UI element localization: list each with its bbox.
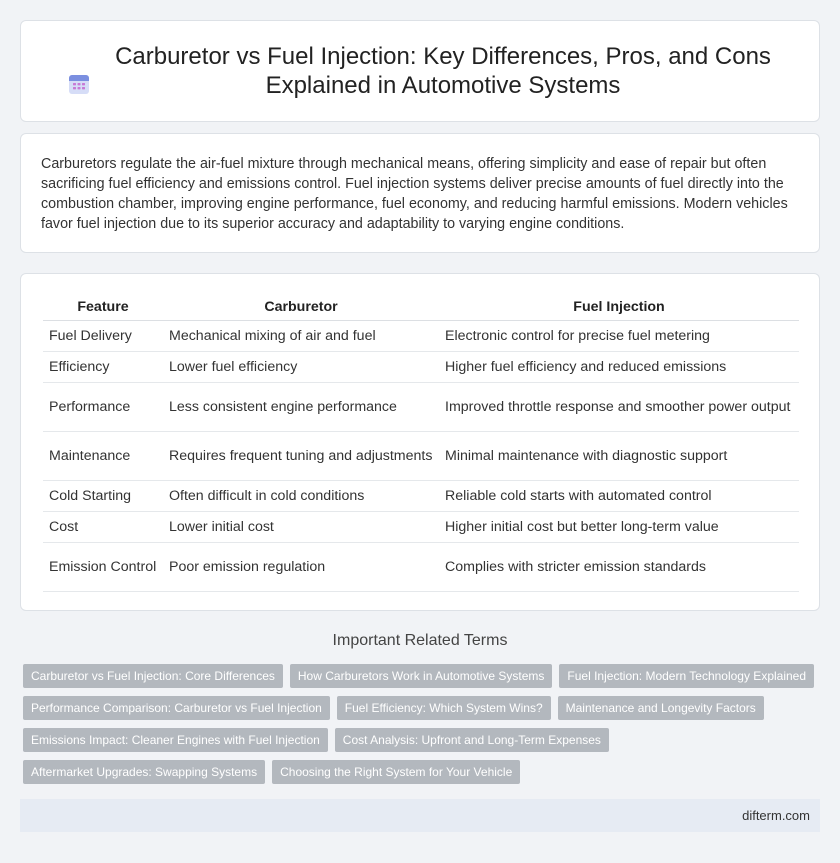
related-term-tag[interactable]: Cost Analysis: Upfront and Long-Term Expenses <box>335 728 609 752</box>
cell-carburetor: Poor emission regulation <box>163 542 439 591</box>
table-row <box>43 320 799 351</box>
cell-fuel-injection: Minimal maintenance with diagnostic support <box>439 431 799 480</box>
header-card <box>20 20 820 122</box>
table-row <box>43 431 799 480</box>
header-fuel-injection: Fuel Injection <box>439 294 799 320</box>
related-term-tag[interactable]: Fuel Injection: Modern Technology Explained <box>559 664 814 688</box>
cell-feature: Efficiency <box>43 351 163 382</box>
cell-carburetor: Mechanical mixing of air and fuel <box>163 320 439 351</box>
cell-carburetor: Less consistent engine performance <box>163 382 439 431</box>
summary-card <box>20 133 820 253</box>
cell-feature: Cold Starting <box>43 480 163 511</box>
footer <box>20 799 820 832</box>
related-term-tag[interactable]: Carburetor vs Fuel Injection: Core Differences <box>23 664 283 688</box>
related-term-tag[interactable]: Fuel Efficiency: Which System Wins? <box>337 696 551 720</box>
summary-text: Carburetors regulate the air-fuel mixture through mechanical means, offering simplicity and ease of repair but often sacrificing fuel efficiency and emissions control. Fuel injection systems deliver precise amounts of fuel directly into the combustion chamber, improving engine performance, fuel economy, and reducing harmful emissions. Modern vehicles favor fuel injection due to its superior accuracy and adaptability to varying engine conditions. <box>41 156 788 232</box>
related-terms-list <box>23 664 823 792</box>
comparison-table-card <box>20 273 820 611</box>
cell-fuel-injection: Higher initial cost but better long-term value <box>439 511 799 542</box>
table-row <box>43 382 799 431</box>
table-header-row <box>43 294 799 320</box>
related-term-tag[interactable]: Choosing the Right System for Your Vehicle <box>272 760 520 784</box>
cell-fuel-injection: Reliable cold starts with automated control <box>439 480 799 511</box>
related-term-tag[interactable]: Aftermarket Upgrades: Swapping Systems <box>23 760 265 784</box>
comparison-table <box>43 294 799 592</box>
cell-fuel-injection: Improved throttle response and smoother power output <box>439 382 799 431</box>
related-term-tag[interactable]: How Carburetors Work in Automotive Systems <box>290 664 553 688</box>
header-carburetor: Carburetor <box>163 294 439 320</box>
cell-fuel-injection: Electronic control for precise fuel metering <box>439 320 799 351</box>
cell-feature: Performance <box>43 382 163 431</box>
cell-feature: Emission Control <box>43 542 163 591</box>
cell-carburetor: Lower initial cost <box>163 511 439 542</box>
cell-fuel-injection: Complies with stricter emission standards <box>439 542 799 591</box>
table-row <box>43 480 799 511</box>
calendar-icon <box>67 72 91 96</box>
cell-carburetor: Often difficult in cold conditions <box>163 480 439 511</box>
table-row <box>43 351 799 382</box>
table-row <box>43 542 799 591</box>
footer-site-link[interactable]: difterm.com <box>742 808 810 823</box>
cell-fuel-injection: Higher fuel efficiency and reduced emissions <box>439 351 799 382</box>
page-title: Carburetor vs Fuel Injection: Key Differences, Pros, and Cons Explained in Automotive Systems <box>115 43 771 99</box>
related-term-tag[interactable]: Maintenance and Longevity Factors <box>558 696 764 720</box>
related-term-tag[interactable]: Emissions Impact: Cleaner Engines with Fuel Injection <box>23 728 328 752</box>
header-feature: Feature <box>43 294 163 320</box>
cell-carburetor: Requires frequent tuning and adjustments <box>163 431 439 480</box>
cell-carburetor: Lower fuel efficiency <box>163 351 439 382</box>
cell-feature: Maintenance <box>43 431 163 480</box>
table-row <box>43 511 799 542</box>
cell-feature: Fuel Delivery <box>43 320 163 351</box>
cell-feature: Cost <box>43 511 163 542</box>
related-term-tag[interactable]: Performance Comparison: Carburetor vs Fuel Injection <box>23 696 330 720</box>
related-terms-title: Important Related Terms <box>332 632 508 649</box>
